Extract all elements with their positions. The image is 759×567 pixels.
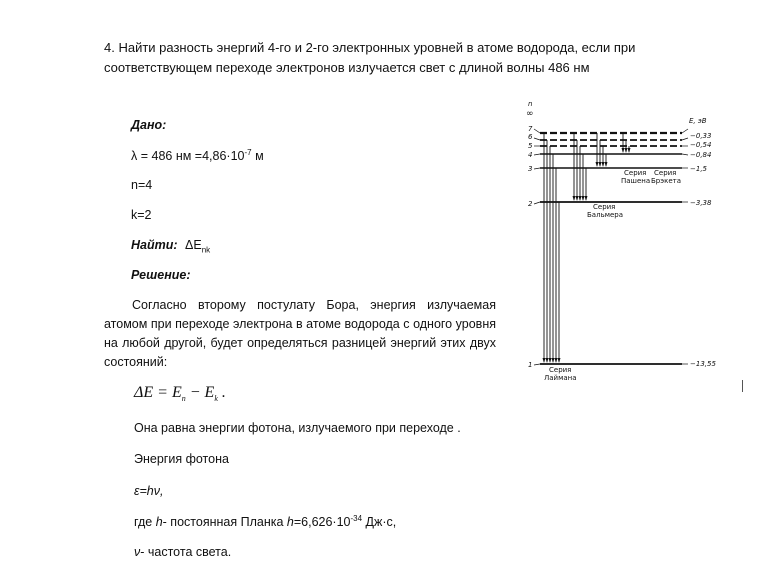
find-symbol: ΔE [185,238,202,252]
planck-prefix: где [134,515,156,530]
col-infinity-label: ∞ [526,109,534,119]
energy-label-1: −13,55 [690,360,716,368]
planck-exponent: -34 [350,514,363,523]
n-label-4: 4 [528,151,533,159]
find-subscript: nk [201,245,211,255]
energy-formula [134,384,226,403]
solution-heading: Решение: [131,268,191,282]
lyman-label-2: Лаймана [544,374,577,382]
balmer-series-arrows [574,133,586,200]
eps-formula: ε=hν, [134,484,164,498]
n-label-7: 7 [528,125,533,133]
photon-equality-text: Она равна энергии фотона, излучаемого при переходе . [134,421,461,435]
planck-value: =6,626·10 [293,515,351,530]
n-label-5: 5 [528,142,533,150]
level-label-ticks [534,129,688,365]
paschen-series-arrows [597,133,606,166]
paschen-label-1: Серия [624,169,647,177]
planck-h2: h [286,515,294,530]
energy-label-2: −3,38 [690,199,712,207]
energy-label-3: −1,5 [690,165,707,173]
col-e-label: E, эВ [689,117,707,125]
n-label-6: 6 [528,133,533,141]
page-edge-mark [742,380,743,392]
problem-line-2: соответствующем переходе электронов излучается свет с длиной волны 486 нм [104,60,590,75]
problem-statement [104,38,704,78]
formula-sub-n: n [181,394,186,404]
planck-units: Дж·с, [362,515,397,530]
balmer-label-1: Серия [593,203,616,211]
formula-lhs: ΔE = E [134,384,182,401]
given-n: n=4 [131,178,153,192]
find-line [131,238,210,255]
lambda-unit: м [251,149,264,164]
planck-mid: - постоянная Планка [162,515,287,530]
energy-level-diagram [520,96,750,396]
lambda-exponent: -7 [244,148,252,157]
nu-text: - частота света. [140,545,232,559]
formula-mid: − E [185,384,215,401]
energy-label-5: −0,54 [690,141,712,149]
nu-symbol: ν [134,545,141,559]
n-label-3: 3 [528,165,533,173]
planck-line [134,514,396,529]
given-k: k=2 [131,208,152,222]
energy-label-4: −0,84 [690,151,712,159]
brackett-label-2: Брэкета [651,177,681,185]
balmer-label-2: Бальмера [587,211,624,219]
given-lambda [131,148,264,163]
find-heading: Найти: [131,238,178,252]
lyman-label-1: Серия [549,366,572,374]
brackett-label-1: Серия [654,169,677,177]
formula-end: . [217,384,226,401]
planck-h: h [155,515,163,530]
problem-line-1: 4. Найти разность энергий 4-го и 2-го электронных уровней в атоме водорода, если при [104,40,636,55]
paschen-label-2: Пашена [621,177,651,185]
n-label-2: 2 [528,200,533,208]
energy-label-6: −0,33 [690,132,712,140]
nu-line [134,545,231,559]
lambda-value: λ = 486 нм =4,86·10 [131,149,245,164]
given-heading: Дано: [131,118,167,132]
paragraph-text: Согласно второму постулату Бора, энергия излучаемая атомом при переходе электрона в атоме водорода с одного уровня на любой другой, будет определяться разницей энергий этих двух состояний: [104,298,496,369]
solution-paragraph [104,296,496,372]
col-n-label: n [528,100,533,108]
n-label-1: 1 [528,361,533,369]
photon-energy-label: Энергия фотона [134,452,229,466]
formula-sub-k: k [214,394,218,404]
